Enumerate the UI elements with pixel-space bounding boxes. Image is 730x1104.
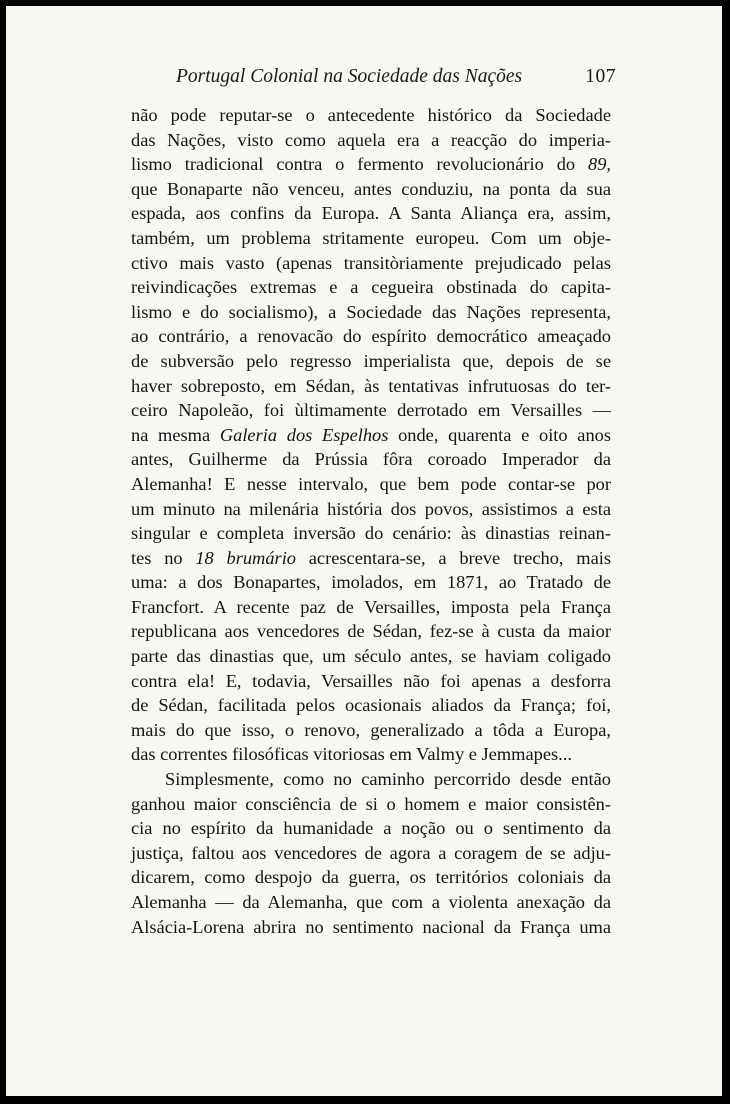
running-header [176,66,616,94]
text-line: espada, aos confins da Europa. A Santa Aliança era, assim, [131,203,611,224]
text-line: um minuto na milenária história dos povos, assistimos a esta [131,498,611,519]
text-line: não pode reputar-se o antecedente histórico da Sociedade [131,105,611,125]
text-line: antes, Guilherme da Prússia fôra coroado Imperador da [131,449,611,470]
text-line: de Sédan, facilitada pelos ocasionais aliados da França; foi, [131,695,611,716]
text-line: que Bonaparte não venceu, antes conduziu, na ponta da sua [131,178,611,199]
text-line: mais do que isso, o renovo, generalizado a tôda a Europa, [131,719,611,740]
body-text [131,103,611,939]
page-number: 107 [585,66,616,87]
text-line: tes no 18 brumário acrescentara-se, a breve trecho, mais [131,547,611,568]
text-line: Francfort. A recente paz de Versailles, imposta pela França [131,596,611,617]
text-line: reivindicações extremas e a cegueira obstinada do capita- [131,277,611,298]
text-line: justiça, faltou aos vencedores de agora a coragem de se adju- [131,842,611,863]
text-line: ganhou maior consciência de si o homem e maior consistên- [131,793,611,814]
text-line: na mesma Galeria dos Espelhos onde, quarenta e oito anos [131,424,612,445]
text-line: uma: a dos Bonapartes, imolados, em 1871, ao Tratado de [131,572,611,593]
text-line: Simplesmente, como no caminho percorrido desde então [165,769,611,790]
text-line: de subversão pelo regresso imperialista que, depois de se [131,350,611,371]
text-line: lismo e do socialismo), a Sociedade das Nações representa, [131,301,611,322]
text-line: das Nações, visto como aquela era a reacção do imperia- [131,129,611,150]
text-line: ceiro Napoleão, foi ùltimamente derrotado em Versailles — [131,400,611,421]
book-page [6,6,722,1096]
text-line: também, um problema stritamente europeu. Com um obje- [131,227,611,248]
text-line: parte das dinastias que, um século antes, se haviam coligado [131,646,611,667]
text-line: contra ela! E, todavia, Versailles não foi apenas a desforra [131,670,611,691]
text-line: ao contrário, a renovacão do espírito democrático ameaçado [131,326,611,347]
text-line: cia no espírito da humanidade a noção ou o sentimento da [131,818,611,839]
text-line: ctivo mais vasto (apenas transitòriamente prejudicado pelas [131,252,611,273]
text-line: Alemanha! E nesse intervalo, que bem pode contar-se por [131,473,611,494]
text-line: das correntes filosóficas vitoriosas em Valmy e Jemmapes... [131,744,572,765]
text-line: singular e completa inversão do cenário: às dinastias reinan- [131,523,611,544]
text-line: Alsácia-Lorena abrira no sentimento nacional da França uma [131,916,611,937]
text-line: haver sobreposto, em Sédan, às tentativas infrutuosas do ter- [131,375,611,396]
text-line: republicana aos vencedores de Sédan, fez-se à custa da maior [131,621,611,642]
text-line: Alemanha — da Alemanha, que com a violenta anexação da [131,892,611,912]
text-line: dicarem, como despojo da guerra, os territórios coloniais da [131,867,611,888]
text-line: lismo tradicional contra o fermento revolucionário do 89, [131,154,611,175]
running-title: Portugal Colonial na Sociedade das Nações [176,66,523,87]
